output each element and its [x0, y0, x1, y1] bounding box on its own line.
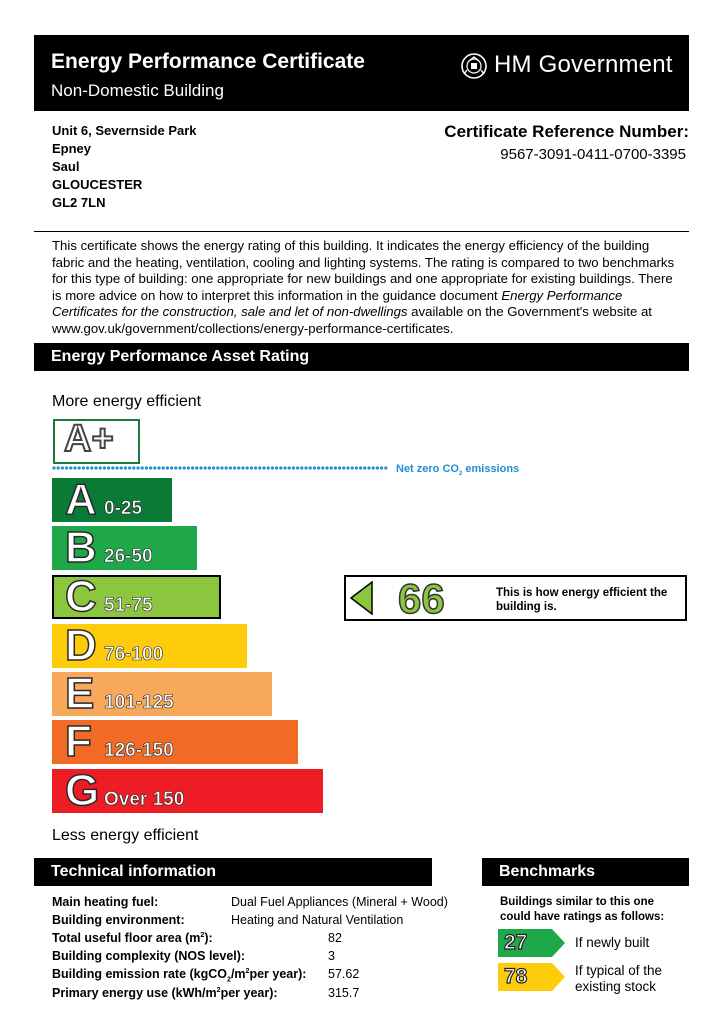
hm-government-logo: HM Government: [494, 51, 673, 78]
tech-value-complexity: 3: [328, 949, 335, 963]
less-efficient-label: Less energy efficient: [52, 827, 199, 844]
reference-number: 9567-3091-0411-0700-3395: [500, 146, 686, 163]
technical-info-heading: Technical information: [34, 858, 432, 886]
asset-rating-heading: Energy Performance Asset Rating: [34, 343, 689, 371]
band-range: 101-125: [104, 692, 174, 713]
address-line: Unit 6, Severnside Park: [52, 123, 197, 138]
band-letter: C: [65, 572, 97, 621]
certificate-title: Energy Performance Certificate: [51, 50, 365, 73]
tech-label-complexity: Building complexity (NOS level):: [52, 949, 246, 963]
band-range: Over 150: [104, 789, 185, 810]
net-zero-line: [52, 466, 388, 470]
benchmark-existing-value: 78: [504, 965, 528, 988]
aplus-label: A+: [64, 418, 114, 460]
band-letter: G: [65, 766, 100, 815]
band-range: 76-100: [104, 644, 164, 665]
tech-value-environment: Heating and Natural Ventilation: [231, 913, 404, 927]
net-zero-label: Net zero $CO_2$ emissions: [396, 463, 520, 478]
tech-label-heating-fuel: Main heating fuel:: [52, 895, 159, 909]
reference-label: Certificate Reference Number:: [444, 122, 689, 141]
address-line: Saul: [52, 159, 80, 174]
band-c: [52, 572, 221, 621]
tech-value-heating-fuel: Dual Fuel Appliances (Mineral + Wood): [231, 895, 448, 909]
tech-value-floor-area: 82: [328, 931, 342, 945]
tech-value-primary-energy: 315.7: [328, 986, 360, 1000]
benchmark-new-value: 27: [504, 931, 528, 954]
aplus-band: [53, 419, 140, 464]
benchmark-existing-label: If typical of the existing stock: [575, 963, 663, 994]
tech-label-floor-area: Total useful floor area $(m^2)$:: [52, 931, 213, 945]
band-letter: B: [65, 523, 97, 572]
tech-label-emission-rate: Building emission rate ($kgCO_2/m^2per$ year):: [52, 967, 307, 984]
benchmarks-intro: Buildings similar to this one could have ratings as follows:: [500, 896, 665, 923]
intro-text-end: available on the Government's website at www.gov.uk/government/collections/energy-performance-certificates.: [52, 304, 652, 336]
band-letter: F: [65, 717, 92, 766]
address-line: GLOUCESTER: [52, 177, 143, 192]
tech-label-environment: Building environment:: [52, 913, 185, 927]
rating-caption: This is how energy efficient the building is.: [496, 587, 668, 613]
band-d: [52, 621, 247, 670]
tech-value-emission-rate: 57.62: [328, 967, 360, 981]
band-e: [52, 669, 272, 718]
royal-crest-icon: [460, 52, 488, 80]
divider: [34, 231, 689, 232]
benchmarks-heading: Benchmarks: [482, 858, 689, 886]
certificate-header: [34, 35, 689, 111]
rating-arrow-icon: [348, 580, 380, 616]
band-letter: E: [65, 669, 95, 718]
band-range: 0-25: [104, 498, 143, 519]
address-line: GL2 7LN: [52, 195, 106, 210]
benchmark-new-label: If newly built: [575, 935, 650, 950]
address-line: Epney: [52, 141, 92, 156]
guidance-title: Energy Performance Certificates for the construction, sale and let of non-dwellings: [52, 287, 623, 319]
more-efficient-label: More energy efficient: [52, 393, 202, 410]
band-range: 51-75: [104, 595, 153, 616]
band-range: 126-150: [104, 740, 174, 761]
rating-value: 66: [398, 575, 445, 622]
intro-text: This certificate shows the energy rating of this building. It indicates the energy efficiency of the building fabric and the heating, ventilation, cooling and lighting systems. The rating is compared to two benchmarks for this type of building: one appropriate for new buildings and one appropriate for existing buildings. There is more advice on how to interpret this information in the guidance document: [52, 238, 675, 303]
band-letter: A: [65, 475, 97, 524]
intro-paragraph: [52, 238, 681, 337]
band-range: 26-50: [104, 546, 153, 567]
band-f: [52, 717, 298, 766]
certificate-subtitle: Non-Domestic Building: [51, 81, 224, 100]
tech-label-primary-energy: Primary energy use ($kWh/m^2per$ year):: [52, 986, 278, 1000]
band-a: [52, 475, 172, 524]
band-b: [52, 523, 197, 572]
band-letter: D: [65, 621, 97, 670]
band-g: [52, 766, 323, 815]
building-rating-indicator: [344, 575, 687, 621]
